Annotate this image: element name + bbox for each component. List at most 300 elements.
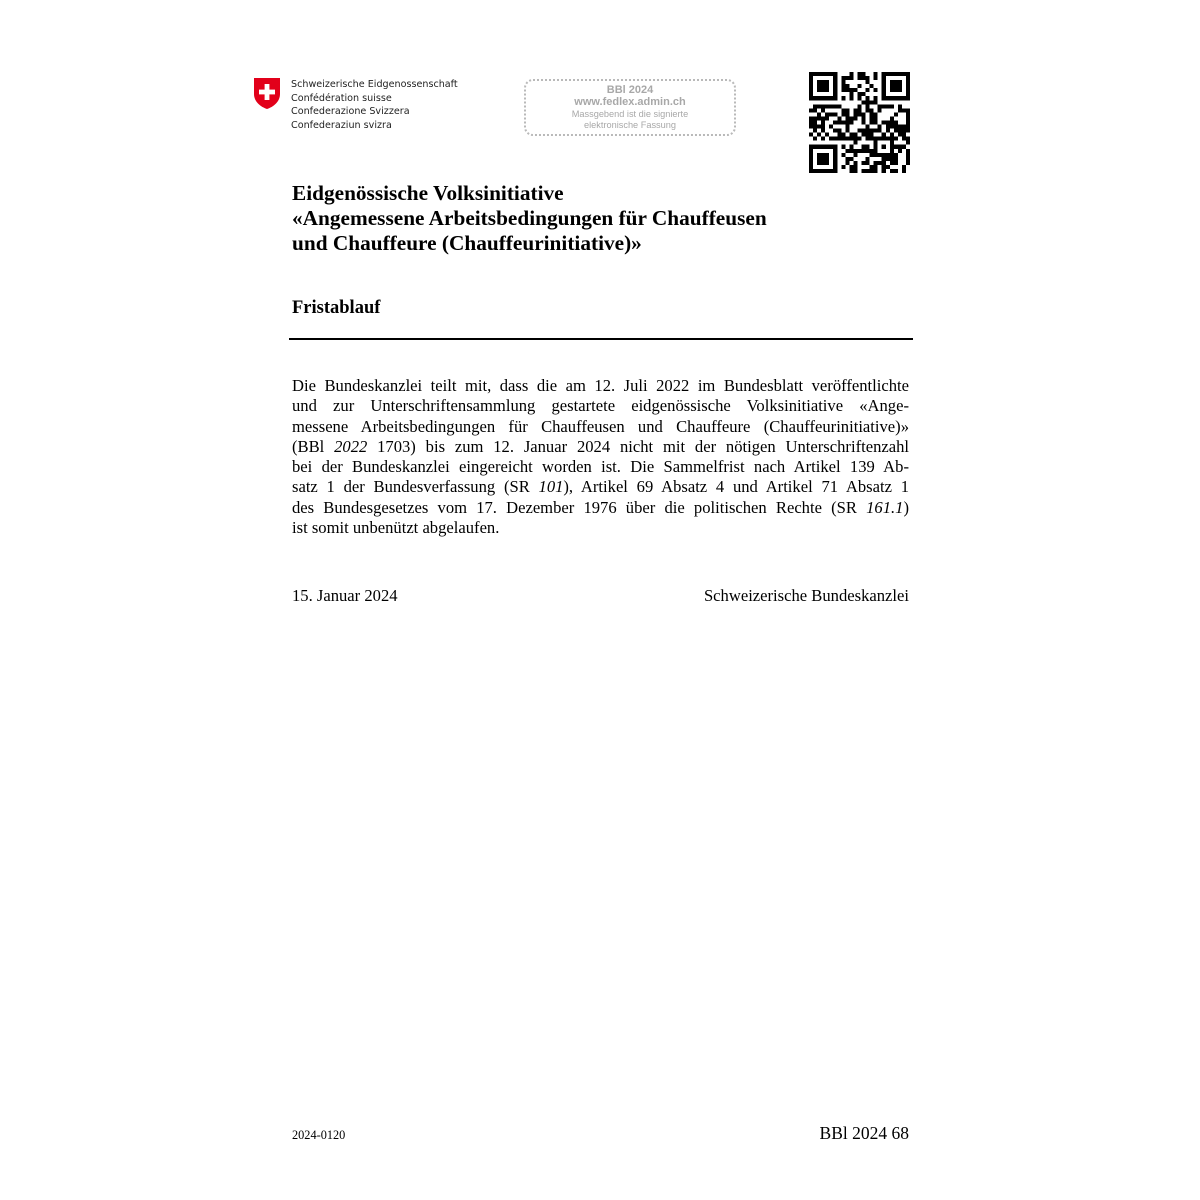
qr-module (857, 137, 861, 141)
qr-module (817, 84, 821, 88)
qr-module (841, 120, 845, 124)
qr-module (870, 165, 874, 169)
qr-module (882, 137, 886, 141)
qr-module (898, 80, 902, 84)
qr-module (890, 116, 894, 120)
qr-module (894, 161, 898, 165)
qr-module (902, 137, 906, 141)
qr-module (813, 108, 817, 112)
qr-module (849, 116, 853, 120)
qr-module (862, 169, 866, 173)
qr-module (817, 125, 821, 129)
qr-module (874, 161, 878, 165)
document-date: 15. Januar 2024 (292, 586, 398, 605)
qr-module (890, 72, 894, 76)
qr-module (817, 169, 821, 173)
qr-module (874, 112, 878, 116)
body-line: bei der Bundeskanzlei eingereicht worden ist. Die Sammelfrist nach Artikel 139 Ab- (292, 457, 909, 477)
stamp-note-1: Massgebend ist die signierte (571, 109, 689, 119)
qr-module (894, 72, 898, 76)
qr-module (821, 104, 825, 108)
qr-module (853, 169, 857, 173)
qr-module (890, 137, 894, 141)
qr-module (833, 104, 837, 108)
qr-module (886, 165, 890, 169)
qr-module (817, 161, 821, 165)
qr-module (841, 165, 845, 169)
qr-module (878, 161, 882, 165)
qr-module (825, 116, 829, 120)
qr-module (882, 80, 886, 84)
qr-module (837, 116, 841, 120)
qr-module (894, 84, 898, 88)
qr-module (886, 120, 890, 124)
qr-module (849, 72, 853, 76)
qr-module (866, 161, 870, 165)
qr-module (894, 88, 898, 92)
qr-module (870, 100, 874, 104)
qr-module (849, 76, 853, 80)
qr-module (886, 137, 890, 141)
qr-module (898, 125, 902, 129)
qr-module (849, 157, 853, 161)
swiss-cross-shield-icon (253, 77, 281, 110)
qr-module (866, 137, 870, 141)
qr-module (898, 133, 902, 137)
qr-module (849, 149, 853, 153)
qr-module (878, 137, 882, 141)
qr-module (821, 72, 825, 76)
qr-module (813, 125, 817, 129)
qr-module (882, 161, 886, 165)
qr-module (886, 72, 890, 76)
qr-module (817, 96, 821, 100)
qr-module (817, 88, 821, 92)
publication-stamp (524, 79, 736, 136)
qr-module (853, 141, 857, 145)
qr-module (845, 161, 849, 165)
qr-module (894, 169, 898, 173)
qr-module (833, 145, 837, 149)
qr-module (906, 76, 910, 80)
qr-module (821, 129, 825, 133)
qr-module (857, 84, 861, 88)
qr-module (853, 161, 857, 165)
qr-module (813, 145, 817, 149)
body-text: satz 1 der Bundesverfassung (SR (292, 477, 539, 497)
qr-module (857, 104, 861, 108)
qr-module (809, 161, 813, 165)
qr-module (866, 96, 870, 100)
qr-module (886, 104, 890, 108)
qr-module (817, 133, 821, 137)
qr-module (902, 129, 906, 133)
qr-module (874, 169, 878, 173)
qr-module (898, 96, 902, 100)
qr-module (825, 157, 829, 161)
qr-module (841, 112, 845, 116)
qr-module (882, 76, 886, 80)
qr-module (874, 100, 878, 104)
qr-module (821, 84, 825, 88)
qr-module (841, 96, 845, 100)
qr-module (894, 153, 898, 157)
qr-module (821, 108, 825, 112)
qr-module (809, 165, 813, 169)
qr-module (821, 161, 825, 165)
qr-module (821, 125, 825, 129)
qr-module (882, 153, 886, 157)
qr-module (862, 129, 866, 133)
qr-module (849, 137, 853, 141)
qr-module (857, 76, 861, 80)
qr-module (845, 88, 849, 92)
body-text: 1703) bis zum 12. Januar 2024 nicht mit der nötigen Unterschriftenzahl (367, 436, 910, 456)
qr-module (841, 133, 845, 137)
qr-module (866, 149, 870, 153)
qr-module (809, 84, 813, 88)
qr-module (882, 165, 886, 169)
qr-module (817, 153, 821, 157)
qr-module (809, 169, 813, 173)
qr-module (894, 120, 898, 124)
qr-module (906, 92, 910, 96)
qr-module (809, 153, 813, 157)
qr-module (882, 145, 886, 149)
qr-module (841, 108, 845, 112)
body-line: messene Arbeitsbedingungen für Chauffeusen und Chauffeure (Chauffeurinitiative)» (292, 416, 909, 436)
title-line: und Chauffeure (Chauffeurinitiative)» (292, 231, 642, 255)
qr-module (870, 112, 874, 116)
title-line: «Angemessene Arbeitsbedingungen für Chauffeusen (292, 206, 767, 230)
body-line (292, 477, 909, 497)
qr-module (809, 133, 813, 137)
qr-module (857, 96, 861, 100)
qr-module (886, 129, 890, 133)
stamp-issue: BBl 2024 (606, 84, 654, 96)
qr-code-icon (809, 72, 910, 173)
qr-module (890, 80, 894, 84)
qr-module (870, 133, 874, 137)
qr-module (878, 153, 882, 157)
qr-module (825, 169, 829, 173)
body-line (292, 498, 909, 518)
qr-module (833, 165, 837, 169)
qr-module (874, 72, 878, 76)
qr-module (829, 137, 833, 141)
qr-module (890, 120, 894, 124)
qr-module (817, 104, 821, 108)
qr-module (866, 80, 870, 84)
qr-module (870, 108, 874, 112)
qr-module (845, 116, 849, 120)
qr-module (853, 108, 857, 112)
qr-module (886, 96, 890, 100)
qr-module (862, 149, 866, 153)
qr-module (813, 120, 817, 124)
qr-module (841, 76, 845, 80)
qr-module (841, 153, 845, 157)
qr-module (906, 80, 910, 84)
qr-module (825, 161, 829, 165)
qr-module (906, 137, 910, 141)
qr-module (833, 72, 837, 76)
qr-module (833, 129, 837, 133)
qr-module (833, 149, 837, 153)
qr-module (809, 92, 813, 96)
qr-module (898, 149, 902, 153)
qr-module (890, 169, 894, 173)
qr-module (821, 116, 825, 120)
qr-module (833, 137, 837, 141)
qr-module (862, 116, 866, 120)
qr-module (849, 88, 853, 92)
qr-module (862, 145, 866, 149)
qr-module (866, 100, 870, 104)
qr-module (841, 137, 845, 141)
qr-module (849, 133, 853, 137)
qr-module (825, 72, 829, 76)
document-title (292, 181, 932, 256)
qr-module (817, 112, 821, 116)
qr-module (809, 76, 813, 80)
qr-module (906, 129, 910, 133)
qr-module (890, 157, 894, 161)
qr-module (906, 96, 910, 100)
qr-module (825, 84, 829, 88)
qr-module (817, 72, 821, 76)
qr-module (833, 120, 837, 124)
qr-module (902, 108, 906, 112)
qr-module (813, 116, 817, 120)
qr-module (853, 112, 857, 116)
qr-module (902, 96, 906, 100)
qr-module (890, 161, 894, 165)
qr-module (849, 169, 853, 173)
qr-module (829, 125, 833, 129)
qr-module (821, 88, 825, 92)
qr-module (906, 149, 910, 153)
qr-module (821, 96, 825, 100)
qr-module (894, 125, 898, 129)
qr-module (829, 96, 833, 100)
qr-module (874, 116, 878, 120)
qr-module (853, 153, 857, 157)
qr-module (886, 125, 890, 129)
body-line (292, 437, 909, 457)
qr-module (882, 92, 886, 96)
qr-module (833, 112, 837, 116)
body-line: und zur Unterschriftensammlung gestartete eidgenössische Volksinitiative «Ange- (292, 396, 909, 416)
body-text: des Bundesgesetzes vom 17. Dezember 1976 über die politischen Rechte (SR (292, 497, 867, 517)
qr-module (898, 72, 902, 76)
qr-module (837, 129, 841, 133)
body-citation: 101 (538, 477, 564, 497)
document-issuer: Schweizerische Bundeskanzlei (703, 586, 909, 605)
qr-module (845, 112, 849, 116)
qr-module (837, 120, 841, 124)
qr-module (882, 169, 886, 173)
qr-module (890, 125, 894, 129)
qr-module (829, 72, 833, 76)
qr-module (890, 133, 894, 137)
qr-module (845, 84, 849, 88)
qr-module (845, 108, 849, 112)
qr-module (866, 104, 870, 108)
qr-module (825, 104, 829, 108)
title-line: Eidgenössische Volksinitiative (292, 181, 564, 205)
qr-module (809, 72, 813, 76)
qr-module (817, 157, 821, 161)
qr-module (829, 112, 833, 116)
qr-module (833, 161, 837, 165)
qr-module (809, 80, 813, 84)
qr-module (866, 157, 870, 161)
qr-module (870, 84, 874, 88)
qr-module (813, 129, 817, 133)
qr-module (894, 145, 898, 149)
stamp-note-2: elektronische Fassung (584, 120, 676, 130)
qr-module (821, 120, 825, 124)
qr-module (906, 72, 910, 76)
body-text: ) (903, 497, 909, 517)
qr-module (849, 120, 853, 124)
qr-module (837, 133, 841, 137)
qr-module (894, 137, 898, 141)
qr-module (817, 145, 821, 149)
qr-module (902, 145, 906, 149)
qr-module (813, 137, 817, 141)
qr-module (841, 84, 845, 88)
qr-module (894, 80, 898, 84)
qr-module (853, 165, 857, 169)
qr-module (882, 96, 886, 100)
qr-module (870, 153, 874, 157)
qr-module (849, 145, 853, 149)
qr-module (829, 145, 833, 149)
logo-line-rm: Confederaziun svizra (291, 119, 392, 131)
qr-module (817, 116, 821, 120)
qr-module (874, 88, 878, 92)
qr-module (902, 165, 906, 169)
qr-module (898, 129, 902, 133)
qr-module (849, 92, 853, 96)
qr-module (866, 88, 870, 92)
qr-module (894, 96, 898, 100)
qr-module (906, 108, 910, 112)
qr-module (817, 80, 821, 84)
qr-module (906, 157, 910, 161)
qr-module (841, 88, 845, 92)
qr-module (857, 92, 861, 96)
qr-module (845, 76, 849, 80)
qr-module (833, 80, 837, 84)
qr-module (833, 92, 837, 96)
qr-module (853, 133, 857, 137)
qr-module (833, 88, 837, 92)
qr-module (882, 157, 886, 161)
qr-module (906, 125, 910, 129)
qr-module (898, 108, 902, 112)
qr-module (845, 125, 849, 129)
qr-module (825, 96, 829, 100)
qr-module (853, 88, 857, 92)
qr-module (906, 141, 910, 145)
qr-module (894, 129, 898, 133)
qr-module (906, 120, 910, 124)
qr-module (809, 88, 813, 92)
qr-module (870, 137, 874, 141)
qr-module (833, 157, 837, 161)
footer-doc-id: 2024-0120 (292, 1128, 346, 1142)
qr-module (841, 145, 845, 149)
qr-module (866, 108, 870, 112)
qr-module (906, 153, 910, 157)
qr-module (874, 96, 878, 100)
qr-module (862, 161, 866, 165)
qr-module (813, 169, 817, 173)
body-citation: 161.1 (866, 497, 904, 517)
footer-reference: BBl 2024 68 (819, 1123, 909, 1143)
qr-module (857, 108, 861, 112)
qr-module (809, 157, 813, 161)
qr-module (898, 88, 902, 92)
qr-module (862, 76, 866, 80)
qr-module (878, 129, 882, 133)
qr-module (874, 149, 878, 153)
qr-module (857, 129, 861, 133)
qr-module (882, 72, 886, 76)
qr-module (849, 96, 853, 100)
qr-module (906, 112, 910, 116)
qr-module (870, 129, 874, 133)
qr-module (825, 88, 829, 92)
qr-module (890, 104, 894, 108)
qr-module (862, 112, 866, 116)
qr-module (853, 149, 857, 153)
qr-module (809, 125, 813, 129)
federal-logo (253, 77, 458, 132)
qr-module (821, 145, 825, 149)
qr-module (890, 88, 894, 92)
qr-module (886, 153, 890, 157)
qr-module (878, 125, 882, 129)
body-citation: 2022 (334, 436, 368, 456)
qr-module (821, 153, 825, 157)
qr-module (862, 92, 866, 96)
qr-module (825, 153, 829, 157)
qr-module (833, 84, 837, 88)
qr-module (898, 145, 902, 149)
qr-module (862, 120, 866, 124)
qr-module (874, 120, 878, 124)
qr-module (894, 112, 898, 116)
qr-module (833, 96, 837, 100)
qr-module (809, 149, 813, 153)
qr-module (845, 120, 849, 124)
qr-module (902, 133, 906, 137)
qr-module (857, 112, 861, 116)
qr-module (866, 125, 870, 129)
qr-module (809, 108, 813, 112)
qr-module (813, 72, 817, 76)
qr-module (882, 84, 886, 88)
qr-module (870, 169, 874, 173)
qr-module (833, 153, 837, 157)
logo-line-de: Schweizerische Eidgenossenschaft (291, 79, 458, 90)
qr-module (829, 104, 833, 108)
qr-module (874, 76, 878, 80)
